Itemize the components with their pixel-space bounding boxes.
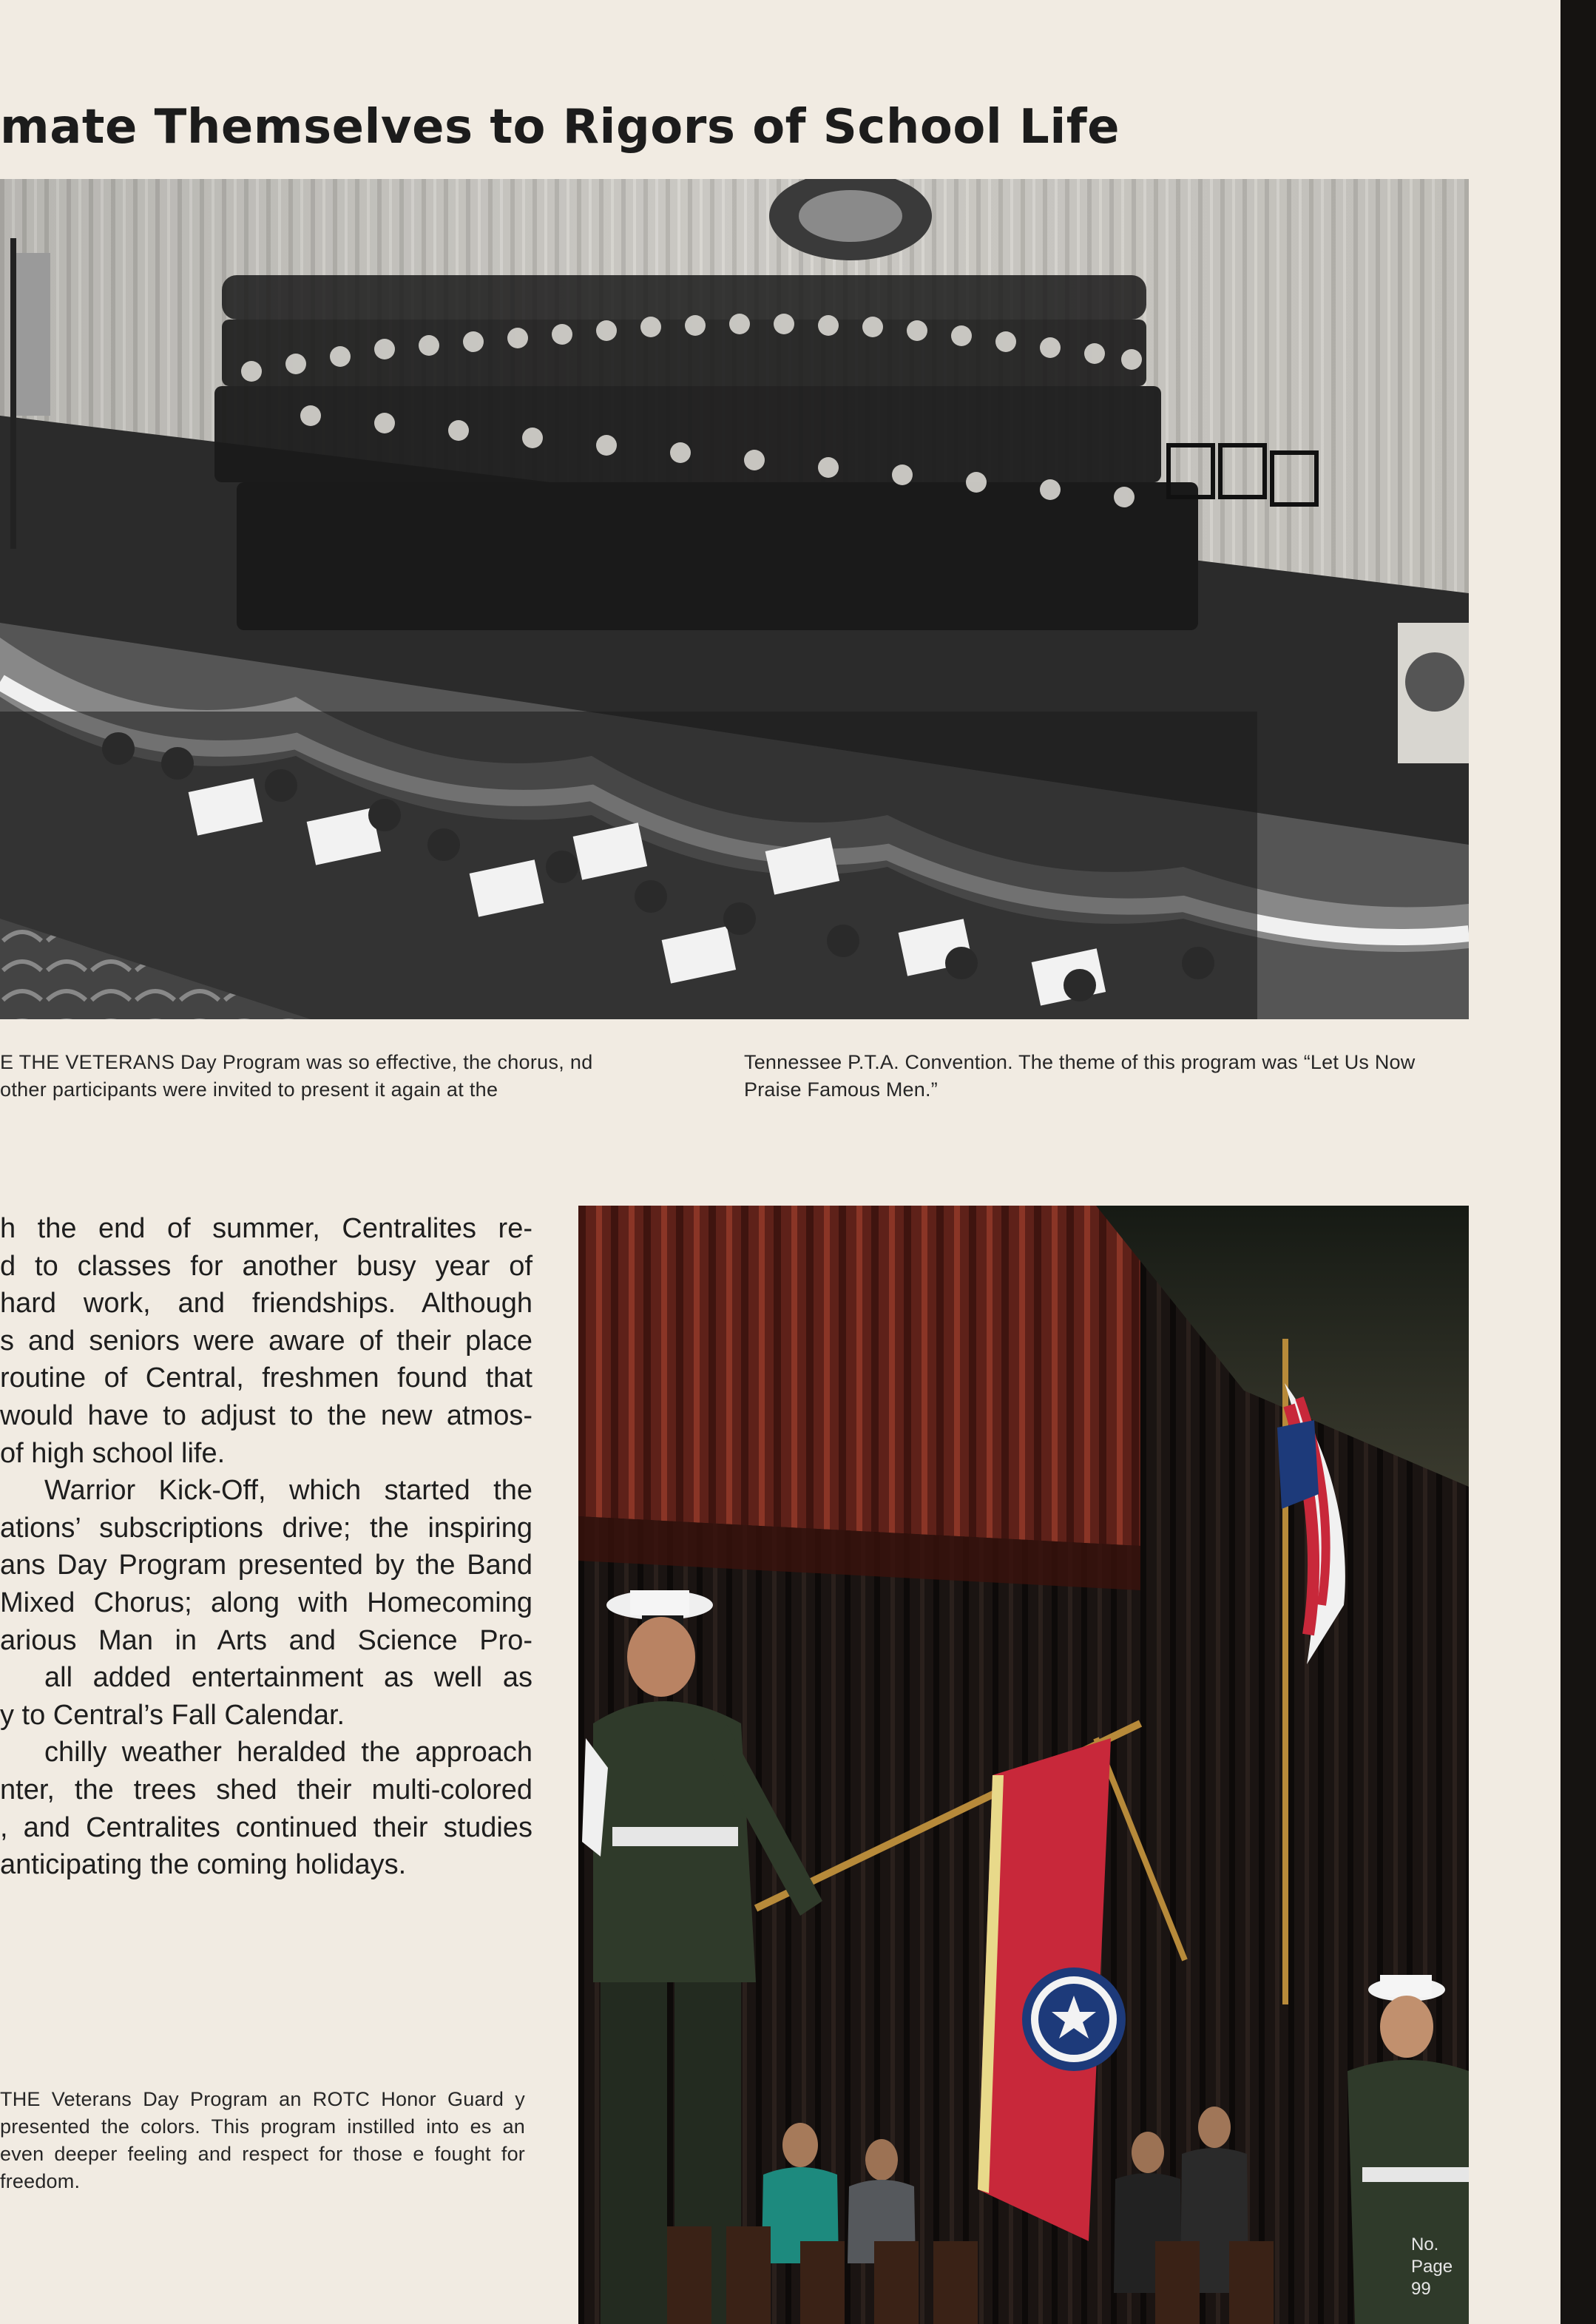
body-line: all added entertainment as well as <box>44 1662 532 1694</box>
page-headline: mate Themselves to Rigors of School Life <box>0 100 1120 155</box>
body-line: hard work, and friendships. Although <box>0 1288 532 1320</box>
page-edge-shadow <box>1561 0 1596 2324</box>
caption-pta-convention: Tennessee P.T.A. Convention. The theme of this program was “Let Us Now Praise Famous Men.” <box>744 1051 1416 1101</box>
chorus-band-photo <box>0 179 1469 1019</box>
caption-rotc-honor-guard: THE Veterans Day Program an ROTC Honor Guard y presented the colors. This program instilled into es an even deeper feeling and respect for those e fought for freedom. <box>0 2088 525 2192</box>
body-line: Warrior Kick-Off, which started the <box>44 1475 532 1507</box>
body-line: of high school life. <box>0 1437 226 1469</box>
page-number-value: 99 <box>1411 2279 1431 2299</box>
body-line: anticipating the coming holidays. <box>0 1849 407 1881</box>
page-label: Page <box>1411 2257 1453 2277</box>
body-line: y to Central’s Fall Calendar. <box>0 1699 345 1731</box>
body-line: s and seniors were aware of their place <box>0 1325 532 1357</box>
page-number-label: No. <box>1411 2235 1439 2254</box>
body-line: ations’ subscriptions drive; the inspiring <box>0 1512 532 1544</box>
article-body <box>0 1210 532 1884</box>
body-line: h the end of summer, Centralites re- <box>0 1213 532 1244</box>
body-line: d to classes for another busy year of <box>0 1250 532 1282</box>
body-line: would have to adjust to the new atmos- <box>0 1399 532 1431</box>
body-line: routine of Central, freshmen found that <box>0 1362 532 1394</box>
caption-veterans-day-chorus: E THE VETERANS Day Program was so effective, the chorus, nd other participants were invited to present it again at the <box>0 1051 593 1101</box>
honor-guard-photo <box>578 1206 1469 2324</box>
body-line: ans Day Program presented by the Band <box>0 1550 532 1581</box>
body-line: arious Man in Arts and Science Pro- <box>0 1624 532 1656</box>
body-line: chilly weather heralded the approach <box>44 1737 532 1769</box>
body-line: , and Centralites continued their studies <box>0 1811 532 1843</box>
page-number-marker <box>1411 2234 1463 2300</box>
body-line: Mixed Chorus; along with Homecoming <box>0 1587 532 1618</box>
body-line: nter, the trees shed their multi-colored <box>0 1774 532 1806</box>
